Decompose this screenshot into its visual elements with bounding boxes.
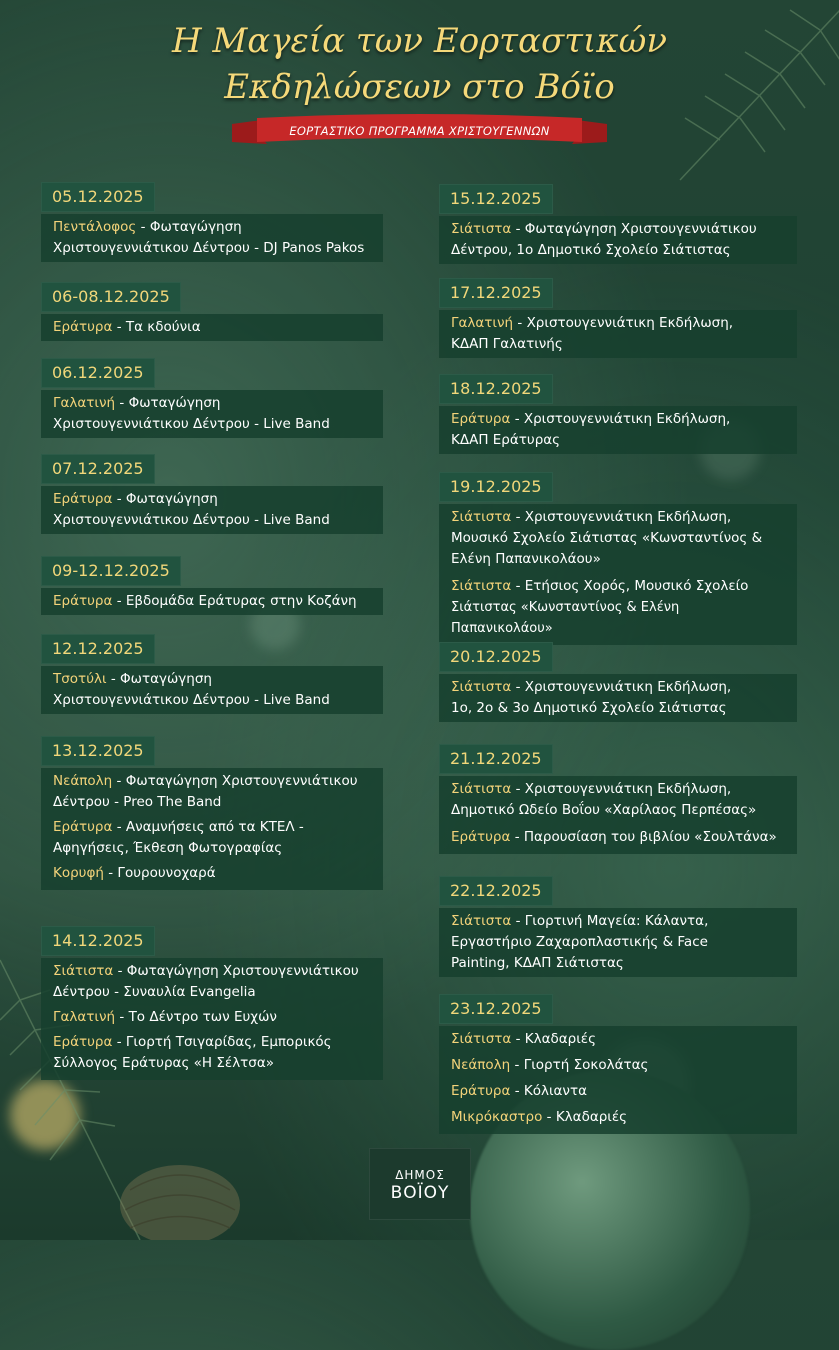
event-place: Εράτυρα	[53, 819, 113, 835]
event-text: - Κλαδαριές	[542, 1109, 628, 1125]
event-date: 07.12.2025	[41, 454, 155, 484]
event-date: 21.12.2025	[439, 744, 553, 774]
event-entry	[439, 504, 797, 645]
event-day	[41, 282, 383, 341]
event-date: 23.12.2025	[439, 994, 553, 1024]
title-line-2: Εκδηλώσεων στο Βόϊο	[224, 67, 615, 107]
event-text: - Χριστουγεννιάτικη Εκδήλωση,	[511, 679, 732, 695]
event-place: Πεντάλοφος	[53, 219, 137, 235]
event-day	[41, 736, 383, 890]
event-day	[41, 556, 383, 615]
event-place: Σιάτιστα	[53, 963, 114, 979]
event-day	[439, 994, 797, 1134]
event-entry	[41, 666, 383, 714]
event-place: Σιάτιστα	[451, 679, 512, 695]
event-text: - Γιορτινή Μαγεία: Κάλαντα,	[511, 913, 709, 929]
event-date: 18.12.2025	[439, 374, 553, 404]
event-text: - Φωταγώγηση	[136, 219, 242, 235]
event-date: 15.12.2025	[439, 184, 553, 214]
event-text-line2: Χριστουγεννιάτικου Δέντρου - DJ Panos Pakos	[53, 240, 365, 256]
event-date: 05.12.2025	[41, 182, 155, 212]
logo-line-2: ΒΟΪΟΥ	[390, 1183, 450, 1203]
event-text: - Γιορτή Τσιγαρίδας, Εμπορικός	[112, 1034, 332, 1050]
event-date: 22.12.2025	[439, 876, 553, 906]
ribbon-banner	[232, 114, 607, 148]
event-entry	[41, 390, 383, 438]
event-entry	[41, 588, 383, 615]
event-day	[439, 472, 797, 645]
event-text: - Τα κδούνια	[112, 319, 201, 335]
event-text: - Ετήσιος Χορός, Μουσικό Σχολείο	[511, 578, 749, 594]
event-entry	[439, 908, 797, 977]
event-day	[439, 642, 797, 722]
event-date: 20.12.2025	[439, 642, 553, 672]
event-entry	[41, 768, 383, 890]
event-day	[41, 358, 383, 438]
event-date: 06.12.2025	[41, 358, 155, 388]
event-place: Γαλατινή	[53, 1009, 116, 1025]
event-place: Εράτυρα	[451, 411, 511, 427]
event-text-line2: ΚΔΑΠ Εράτυρας	[451, 432, 561, 448]
event-place: Εράτυρα	[53, 319, 113, 335]
event-text-line2: Χριστουγεννιάτικου Δέντρου - Live Band	[53, 512, 330, 528]
event-entry	[41, 214, 383, 262]
event-place: Τσοτύλι	[53, 671, 107, 687]
event-text: - Κόλιαντα	[510, 1083, 587, 1099]
event-entry	[439, 216, 797, 264]
event-text: - Χριστουγεννιάτικη Εκδήλωση,	[511, 781, 732, 797]
event-place: Εράτυρα	[53, 593, 113, 609]
event-text: - Χριστουγεννιάτικη Εκδήλωση,	[511, 509, 732, 525]
event-date: 09-12.12.2025	[41, 556, 181, 586]
event-day	[439, 876, 797, 977]
event-place: Σιάτιστα	[451, 1031, 512, 1047]
event-text-line2: Σύλλογος Εράτυρας «Η Σέλτσα»	[53, 1055, 275, 1071]
event-place: Εράτυρα	[53, 1034, 113, 1050]
event-text: - Φωταγώγηση	[115, 395, 221, 411]
event-text: - Χριστουγεννιάτικη Εκδήλωση,	[513, 315, 734, 331]
event-date: 12.12.2025	[41, 634, 155, 664]
event-text-line2: Σιάτιστας «Κωνσταντίνος & Ελένη Παπανικολάου»	[451, 600, 680, 636]
event-day	[41, 926, 383, 1080]
event-place: Σιάτιστα	[451, 578, 512, 594]
logo-line-1: ΔΗΜΟΣ	[395, 1168, 445, 1182]
title-line-1: Η Μαγεία των Εορταστικών	[172, 21, 667, 61]
event-place: Γαλατινή	[53, 395, 116, 411]
event-text: - Παρουσίαση του βιβλίου «Σουλτάνα»	[510, 829, 777, 845]
event-text: - Φωταγώγηση Χριστουγεννιάτικου	[511, 221, 757, 237]
event-day	[439, 744, 797, 854]
event-place: Σιάτιστα	[451, 781, 512, 797]
pine-cone	[110, 1150, 250, 1240]
event-text: - Εβδομάδα Εράτυρας στην Κοζάνη	[112, 593, 357, 609]
event-day	[439, 374, 797, 454]
event-day	[41, 182, 383, 262]
ribbon-text: ΕΟΡΤΑΣΤΙΚΟ ΠΡΟΓΡΑΜΜΑ ΧΡΙΣΤΟΥΓΕΝΝΩΝ	[289, 124, 550, 138]
event-text-line2: Χριστουγεννιάτικου Δέντρου - Live Band	[53, 692, 330, 708]
event-text: - Αναμνήσεις από τα ΚΤΕΛ -	[112, 819, 304, 835]
event-entry	[41, 958, 383, 1080]
event-date: 14.12.2025	[41, 926, 155, 956]
event-text-line2: Χριστουγεννιάτικου Δέντρου - Live Band	[53, 416, 330, 432]
event-place: Σιάτιστα	[451, 509, 512, 525]
event-entry	[439, 776, 797, 854]
event-text: - Φωταγώγηση Χριστουγεννιάτικου	[112, 773, 358, 789]
event-text-line2: Δημοτικό Ωδείο Βοΐου «Χαρίλαος Περπέσας»	[451, 802, 757, 818]
event-entry	[41, 314, 383, 341]
event-place: Γαλατινή	[451, 315, 514, 331]
event-place: Εράτυρα	[451, 829, 511, 845]
event-text-line2: Δέντρου, 1ο Δημοτικό Σχολείο Σιάτιστας	[451, 242, 731, 258]
event-place: Μικρόκαστρο	[451, 1109, 543, 1125]
event-text: - Κλαδαριές	[511, 1031, 596, 1047]
event-entry	[439, 406, 797, 454]
event-entry	[41, 486, 383, 534]
event-text: - Γουρουνοχαρά	[103, 865, 216, 881]
event-entry	[439, 674, 797, 722]
event-text: - Φωταγώγηση	[112, 491, 218, 507]
event-day	[439, 184, 797, 264]
event-text-line3: Ελένη Παπανικολάου»	[451, 551, 601, 567]
event-text: - Χριστουγεννιάτικη Εκδήλωση,	[510, 411, 731, 427]
event-place: Εράτυρα	[451, 1083, 511, 1099]
event-text-line2: Δέντρου - Preo The Band	[53, 794, 222, 810]
event-entry	[439, 310, 797, 358]
event-place: Κορυφή	[53, 865, 104, 881]
event-text: - Φωταγώγηση	[106, 671, 212, 687]
event-text-line3: Painting, ΚΔΑΠ Σιάτιστας	[451, 955, 624, 971]
event-place: Νεάπολη	[451, 1057, 511, 1073]
event-place: Νεάπολη	[53, 773, 113, 789]
event-place: Εράτυρα	[53, 491, 113, 507]
municipality-logo	[369, 1148, 471, 1220]
event-date: 17.12.2025	[439, 278, 553, 308]
event-text: - Το Δέντρο των Ευχών	[115, 1009, 277, 1025]
event-text: - Φωταγώγηση Χριστουγεννιάτικου	[113, 963, 359, 979]
event-date: 19.12.2025	[439, 472, 553, 502]
event-place: Σιάτιστα	[451, 913, 512, 929]
event-day	[439, 278, 797, 358]
event-place: Σιάτιστα	[451, 221, 512, 237]
event-text-line2: Αφηγήσεις, Έκθεση Φωτογραφίας	[53, 840, 283, 856]
event-day	[41, 454, 383, 534]
event-text-line2: Δέντρου - Συναυλία Evangelia	[53, 984, 256, 1000]
event-text: - Γιορτή Σοκολάτας	[510, 1057, 649, 1073]
event-entry	[439, 1026, 797, 1134]
event-date: 06-08.12.2025	[41, 282, 181, 312]
event-text-line2: 1ο, 2ο & 3ο Δημοτικό Σχολείο Σιάτιστας	[451, 700, 727, 716]
event-text-line2: Εργαστήριο Ζαχαροπλαστικής & Face	[451, 934, 708, 950]
event-date: 13.12.2025	[41, 736, 155, 766]
page-title	[0, 18, 839, 110]
event-text-line2: Μουσικό Σχολείο Σιάτιστας «Κωνσταντίνος &	[451, 530, 763, 546]
event-day	[41, 634, 383, 714]
event-text-line2: ΚΔΑΠ Γαλατινής	[451, 336, 563, 352]
